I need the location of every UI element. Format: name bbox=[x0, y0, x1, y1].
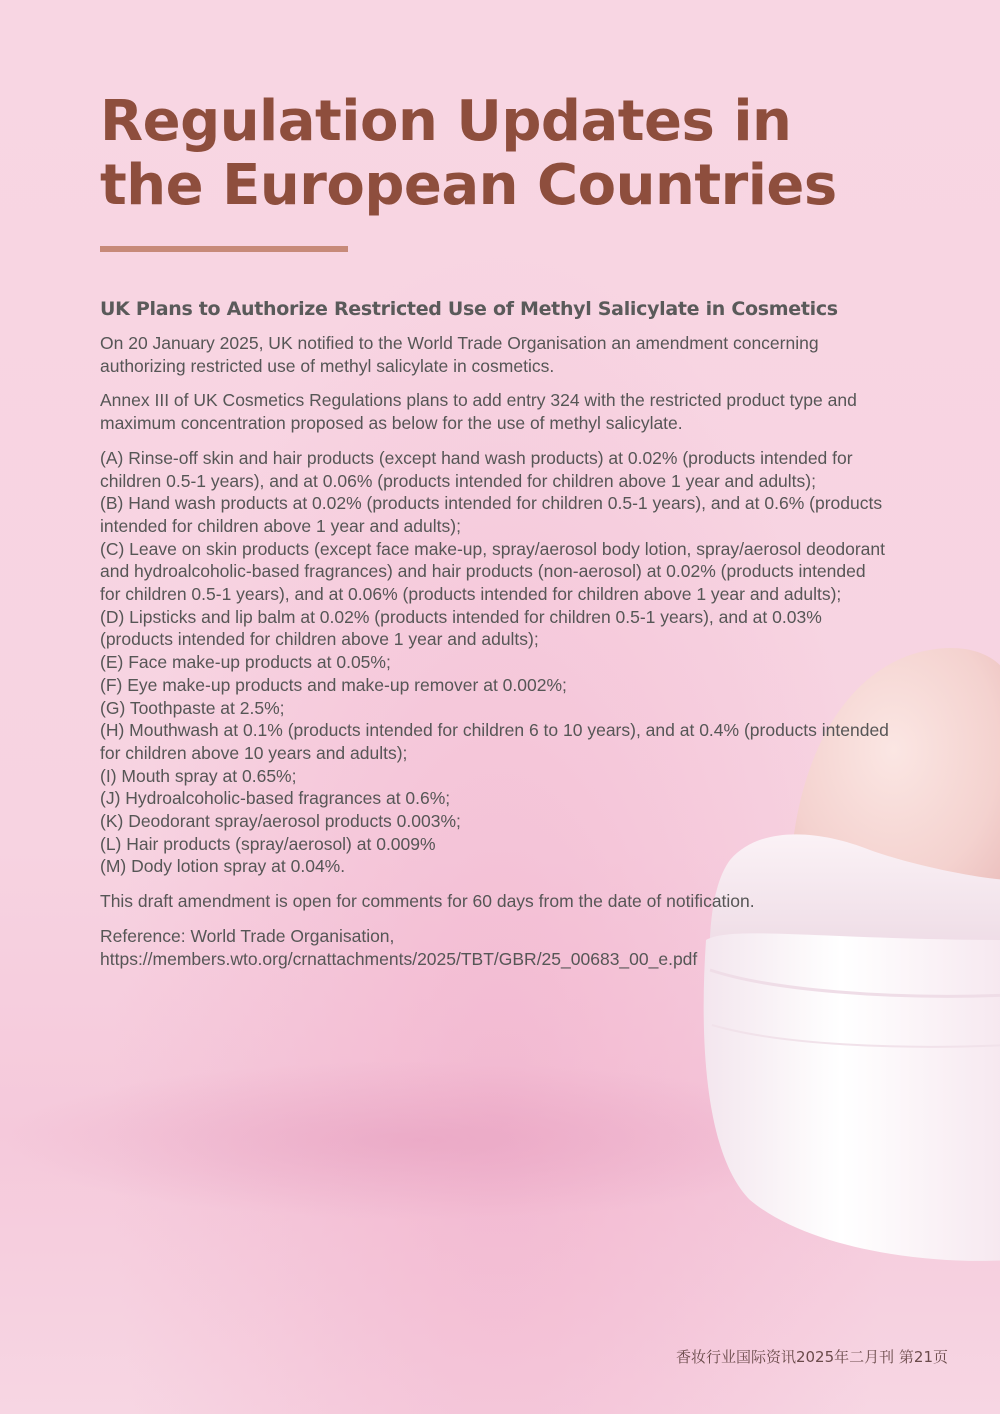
reference-link[interactable]: https://members.wto.org/crnattachments/2025/TBT/GBR/25_00683_00_e.pdf bbox=[100, 948, 698, 969]
list-item: (I) Mouth spray at 0.65%; bbox=[100, 765, 297, 786]
list-item: (M) Dody lotion spray at 0.04%. bbox=[100, 856, 346, 877]
list-item: (D) Lipsticks and lip balm at 0.02% (products intended for children 0.5-1 years), and at 0.03% (products intended for children above 1 year and adults); bbox=[100, 606, 822, 650]
list-item: (G) Toothpaste at 2.5%; bbox=[100, 697, 285, 718]
restriction-list bbox=[100, 447, 890, 878]
list-item: (F) Eye make-up products and make-up remover at 0.002%; bbox=[100, 674, 567, 695]
article bbox=[100, 296, 890, 970]
list-item: (H) Mouthwash at 0.1% (products intended for children 6 to 10 years), and at 0.4% (products intended for children above 10 years and adults); bbox=[100, 720, 889, 763]
list-item: (E) Face make-up products at 0.05%; bbox=[100, 652, 391, 673]
reference bbox=[100, 925, 890, 970]
list-item: (A) Rinse-off skin and hair products (except hand wash products) at 0.02% (products intended for children 0.5-1 years), and at 0.06% (products intended for children above 1 year and adults); bbox=[100, 447, 853, 491]
paragraph-annex: Annex III of UK Cosmetics Regulations plans to add entry 324 with the restricted product type and maximum concentration proposed as below for the use of methyl salicylate. bbox=[100, 390, 857, 434]
list-item: (K) Deodorant spray/aerosol products 0.003%; bbox=[100, 811, 461, 832]
title-line-1: Regulation Updates in bbox=[100, 89, 792, 154]
list-item: (B) Hand wash products at 0.02% (products intended for children 0.5-1 years), and at 0.6% (products intended for children above 1 year and adults); bbox=[100, 493, 883, 536]
page-title bbox=[100, 90, 900, 218]
list-item: (C) Leave on skin products (except face make-up, spray/aerosol body lotion, spray/aerosol deodorant and hydroalcoholic-based fragrances) and hair products (non-aerosol) at 0.02% (products intended for children 0.5-1 years), and at 0.06% (products intended for children above 1 year and adults); bbox=[100, 538, 886, 605]
reference-label: Reference: World Trade Organisation, bbox=[100, 925, 395, 946]
title-divider bbox=[100, 246, 348, 252]
list-item: (L) Hair products (spray/aerosol) at 0.009% bbox=[100, 833, 436, 854]
title-line-2: the European Countries bbox=[100, 153, 837, 218]
article-heading: UK Plans to Authorize Restricted Use of Methyl Salicylate in Cosmetics bbox=[100, 298, 838, 320]
list-item: (J) Hydroalcoholic-based fragrances at 0.6%; bbox=[100, 788, 451, 809]
paragraph-comments: This draft amendment is open for comments for 60 days from the date of notification. bbox=[100, 891, 755, 912]
paragraph-notification: On 20 January 2025, UK notified to the World Trade Organisation an amendment concerning authorizing restricted use of methyl salicylate in cosmetics. bbox=[100, 333, 819, 376]
page-footer: 香妆行业国际资讯2025年二月刊 第21页 bbox=[675, 1348, 948, 1366]
product-shadow bbox=[0, 1060, 760, 1220]
